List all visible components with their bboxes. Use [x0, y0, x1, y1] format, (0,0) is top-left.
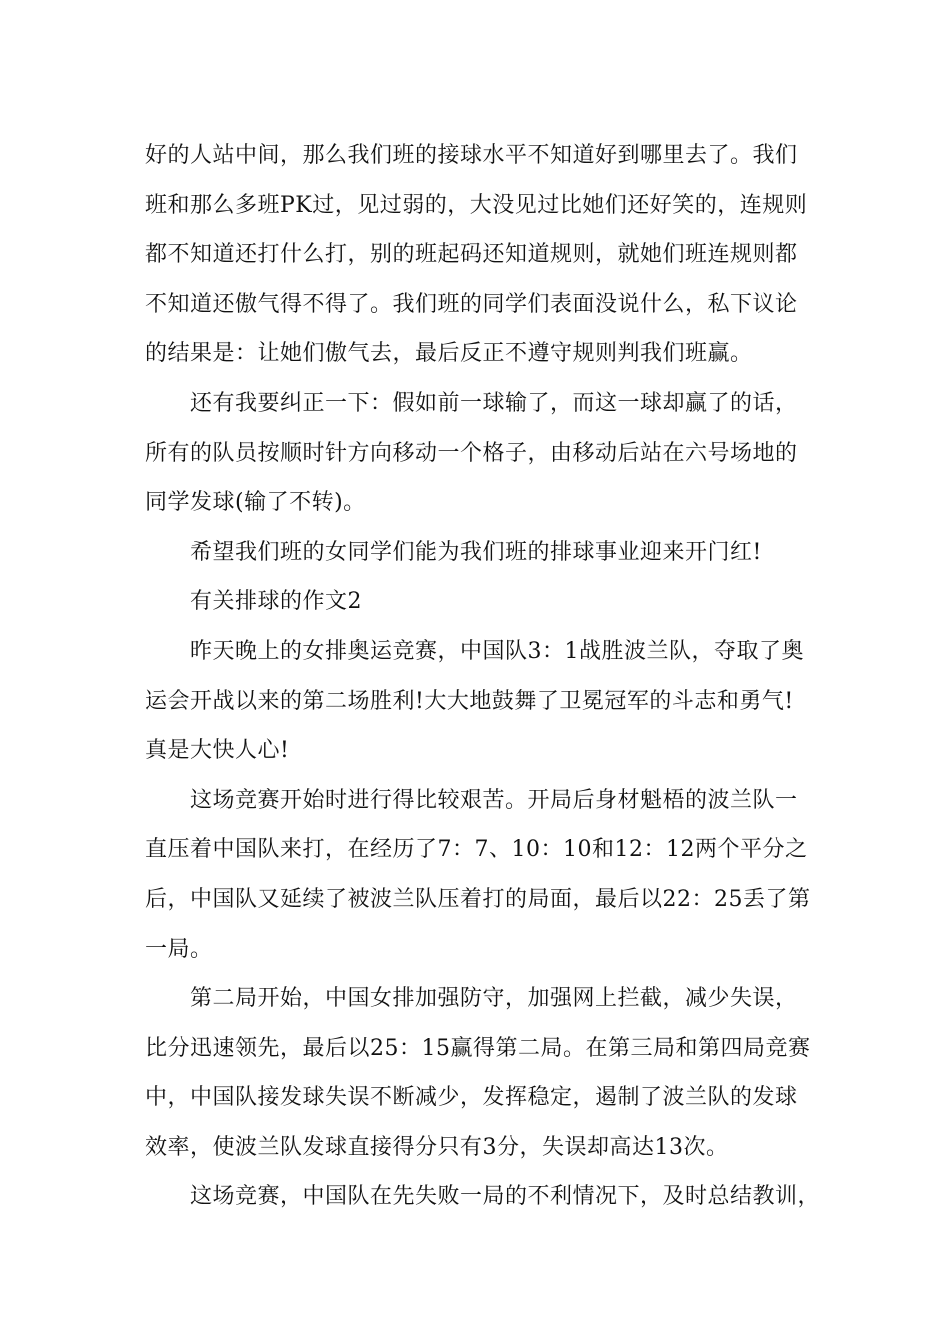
text-line: 好的人站中间，那么我们班的接球水平不知道好到哪里去了。我们 [145, 143, 798, 168]
text-line: 一局。 [145, 936, 213, 962]
text-line: 效率，使波兰队发球直接得分只有3分，失误却高达13次。 [145, 1134, 729, 1160]
document-body [145, 131, 825, 1222]
paragraph-start-line: 希望我们班的女同学们能为我们班的排球事业迎来开门红! [190, 539, 762, 565]
text-line: 的结果是：让她们傲气去，最后反正不遵守规则判我们班赢。 [145, 341, 753, 367]
paragraph-start-line: 昨天晚上的女排奥运竞赛，中国队3：1战胜波兰队，夺取了奥 [190, 638, 804, 664]
text-line: 直压着中国队来打，在经历了7：7、10：10和12：12两个平分之 [145, 837, 808, 863]
text-line: 真是大快人心! [145, 738, 290, 764]
text-line: 运会开战以来的第二场胜利!大大地鼓舞了卫冕冠军的斗志和勇气! [145, 688, 794, 714]
text-line: 所有的队员按顺时针方向移动一个格子，由移动后站在六号场地的 [145, 440, 798, 466]
text-line: 班和那么多班PK过，见过弱的，大没见过比她们还好笑的，连规则 [145, 192, 808, 218]
paragraph-start-line: 还有我要纠正一下：假如前一球输了，而这一球却赢了的话， [190, 390, 798, 416]
text-line: 中，中国队接发球失误不断减少，发挥稳定，遏制了波兰队的发球 [145, 1085, 798, 1111]
paragraph-start-line: 这场竞赛开始时进行得比较艰苦。开局后身材魁梧的波兰队一 [190, 787, 798, 813]
text-line: 后，中国队又延续了被波兰队压着打的局面，最后以22：25丢了第 [145, 886, 811, 912]
text-line: 都不知道还打什么打，别的班起码还知道规则，就她们班连规则都 [145, 242, 798, 268]
paragraph-start-line: 第二局开始，中国女排加强防守，加强网上拦截，减少失误， [190, 986, 798, 1012]
section-heading: 有关排球的作文2 [190, 589, 362, 615]
text-line: 同学发球(输了不转)。 [145, 490, 366, 516]
text-line: 不知道还傲气得不得了。我们班的同学们表面没说什么，私下议论 [145, 291, 798, 317]
text-line: 比分迅速领先，最后以25：15赢得第二局。在第三局和第四局竞赛 [145, 1035, 811, 1061]
paragraph-start-line: 这场竞赛，中国队在先失败一局的不利情况下，及时总结教训， [190, 1184, 821, 1210]
